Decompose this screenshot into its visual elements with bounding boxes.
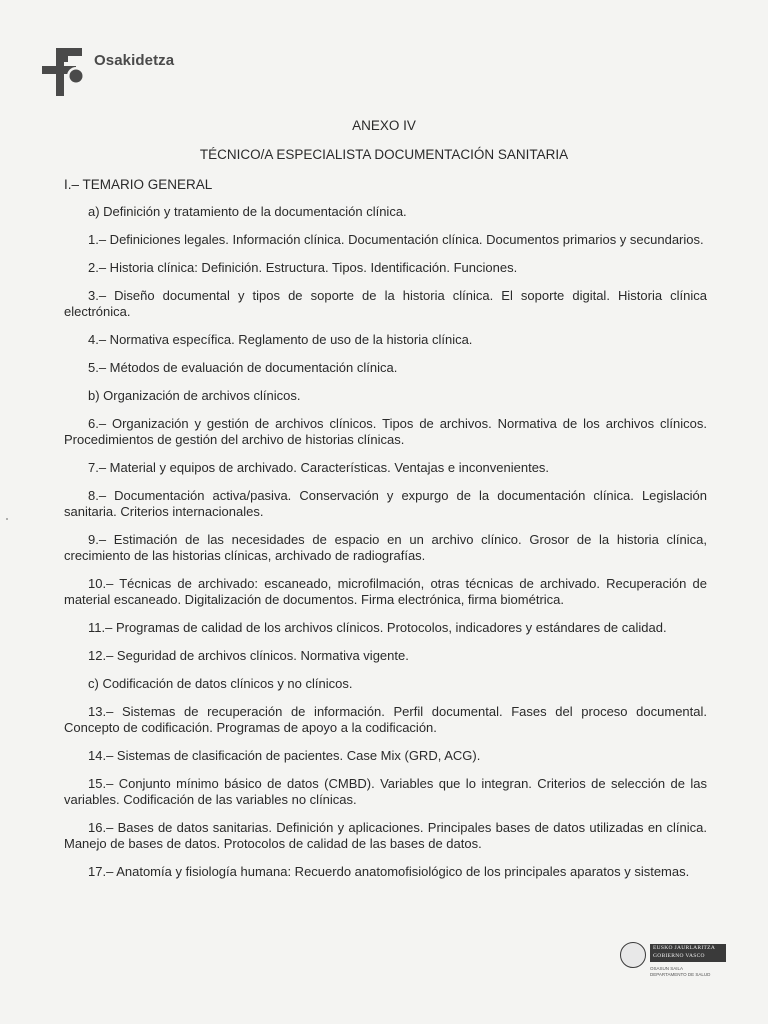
syllabus-item: 16.– Bases de datos sanitarias. Definición y aplicaciones. Principales bases de datos utilizadas en clínica. Manejo de bases de datos. Protocolos de calidad de las bases de datos. — [64, 820, 707, 851]
govt-line-basque: EUSKO JAURLARITZA — [653, 945, 716, 951]
annex-title: ANEXO IV — [352, 118, 416, 133]
syllabus-item: 1.– Definiciones legales. Información clínica. Documentación clínica. Documentos primarios y secundarios. — [88, 232, 704, 247]
syllabus-list — [64, 204, 707, 892]
syllabus-item: 17.– Anatomía y fisiología humana: Recuerdo anatomofisiológico de los principales aparatos y sistemas. — [88, 864, 690, 879]
syllabus-item: 10.– Técnicas de archivado: escaneado, microfilmación, otras técnicas de archivado. Recuperación de material escaneado. Digitalización de documentos. Firma electrónica, firma biométrica. — [64, 576, 707, 607]
osakidetza-logo — [42, 48, 202, 96]
scan-artifact — [6, 518, 8, 520]
govt-line-spanish: GOBIERNO VASCO — [653, 953, 705, 959]
syllabus-item: 15.– Conjunto mínimo básico de datos (CMBD). Variables que lo integran. Criterios de selección de las variables. Codificación de las variables no clínicas. — [64, 776, 707, 807]
syllabus-item: 14.– Sistemas de clasificación de pacientes. Case Mix (GRD, ACG). — [88, 748, 481, 763]
syllabus-item: 13.– Sistemas de recuperación de información. Perfil documental. Fases del proceso documental. Concepto de codificación. Programas de apoyo a la codificación. — [64, 704, 707, 735]
osakidetza-logo-icon — [42, 48, 90, 96]
syllabus-item: 3.– Diseño documental y tipos de soporte de la historia clínica. El soporte digital. Historia clínica electrónica. — [64, 288, 707, 319]
syllabus-item: 12.– Seguridad de archivos clínicos. Normativa vigente. — [88, 648, 409, 663]
government-seal-icon — [620, 942, 646, 968]
dept-line-basque: OSASUN SAILA — [650, 966, 684, 971]
gobierno-vasco-logo — [620, 940, 730, 990]
syllabus-item: 2.– Historia clínica: Definición. Estructura. Tipos. Identificación. Funciones. — [88, 260, 518, 275]
syllabus-item: 11.– Programas de calidad de los archivos clínicos. Protocolos, indicadores y estándares de calidad. — [88, 620, 667, 635]
syllabus-item: 5.– Métodos de evaluación de documentación clínica. — [88, 360, 398, 375]
dept-line-spanish: DEPARTAMENTO DE SALUD — [650, 972, 711, 977]
syllabus-item: 6.– Organización y gestión de archivos clínicos. Tipos de archivos. Normativa de los archivos clínicos. Procedimientos de gestión del archivo de historias clínicas. — [64, 416, 707, 447]
government-name-band — [650, 944, 726, 962]
org-name: Osakidetza — [94, 52, 175, 69]
subsection-heading: c) Codificación de datos clínicos y no clínicos. — [88, 676, 353, 691]
department-name — [650, 966, 730, 978]
syllabus-item: 4.– Normativa específica. Reglamento de uso de la historia clínica. — [88, 332, 473, 347]
syllabus-item: 9.– Estimación de las necesidades de espacio en un archivo clínico. Grosor de la historia clínica, crecimiento de las historias clínicas, archivado de radiografías. — [64, 532, 707, 563]
syllabus-item: 7.– Material y equipos de archivado. Características. Ventajas e inconvenientes. — [88, 460, 550, 475]
syllabus-item: 8.– Documentación activa/pasiva. Conservación y expurgo de la documentación clínica. Legislación sanitaria. Criterios internacionales. — [64, 488, 707, 519]
document-subtitle: TÉCNICO/A ESPECIALISTA DOCUMENTACIÓN SANITARIA — [199, 147, 569, 162]
subsection-heading: b) Organización de archivos clínicos. — [88, 388, 301, 403]
section-heading: I.– TEMARIO GENERAL — [64, 177, 213, 192]
subsection-heading: a) Definición y tratamiento de la documentación clínica. — [88, 204, 407, 219]
